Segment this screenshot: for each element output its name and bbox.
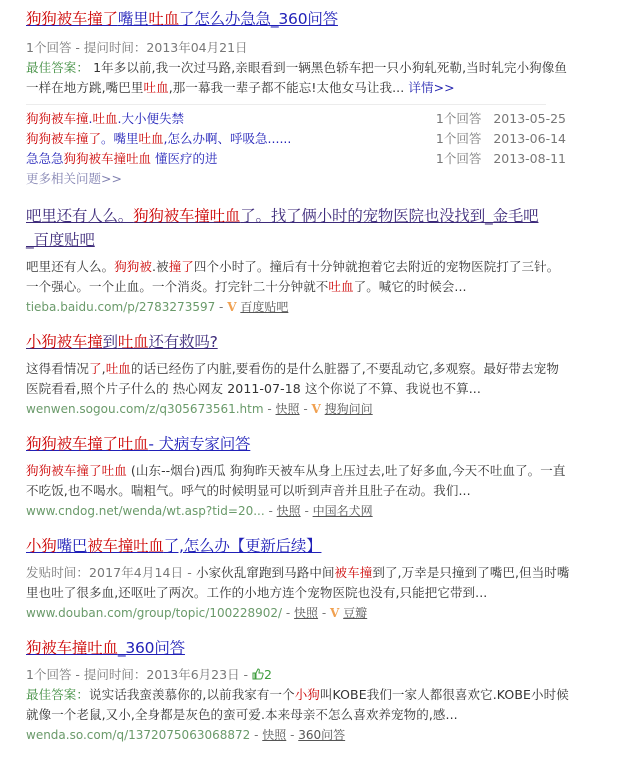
snippet-text: .被	[152, 259, 169, 274]
result-snippet	[26, 257, 571, 297]
result-title-link[interactable]	[26, 537, 321, 555]
result-url: wenwen.sogou.com/z/q305673561.htm	[26, 402, 264, 416]
result-5	[26, 535, 571, 623]
title-text: 到	[102, 333, 118, 351]
source-link[interactable]: 百度贴吧	[240, 300, 289, 314]
snippet-highlight: 撞了	[168, 259, 194, 274]
q-highlight: 狗狗被车撞吐血	[63, 151, 152, 166]
result-title-link[interactable]	[26, 333, 218, 351]
related-question-row[interactable]	[26, 129, 566, 149]
q-highlight: 狗狗被车撞了	[26, 131, 102, 146]
answer-count: 1个回答	[435, 111, 482, 126]
snippet-highlight: 吐血	[105, 361, 131, 376]
title-highlight: 狗狗被车撞了吐血	[26, 435, 149, 453]
like-count: 2	[264, 667, 272, 682]
verified-badge-icon: V	[330, 606, 340, 620]
divider	[26, 104, 546, 105]
separator: -	[282, 606, 295, 620]
separator: -	[318, 606, 331, 620]
post-date: 发贴时间：2017年4月14日 -	[26, 565, 196, 580]
best-answer-label: 最佳答案：	[26, 60, 90, 75]
source-link[interactable]: 搜狗问问	[324, 402, 373, 416]
q-highlight: 狗狗被车撞	[26, 111, 89, 126]
more-related-link[interactable]: 更多相关问题>>	[26, 171, 122, 186]
q-highlight: 吐血	[92, 111, 118, 126]
best-answer	[26, 58, 571, 98]
result-title-link[interactable]	[26, 10, 338, 28]
source-link[interactable]: 360问答	[298, 728, 346, 742]
q-text: 。嘴里	[101, 131, 139, 146]
meta-text: 1个回答 - 提问时间：2013年6月23日 -	[26, 667, 253, 682]
result-title-link[interactable]	[26, 435, 250, 453]
result-url-line	[26, 297, 571, 317]
snippet-text: 这得看情况	[26, 361, 90, 376]
result-url: www.cndog.net/wenda/wt.asp?tid=20...	[26, 504, 265, 518]
result-url: www.douban.com/group/topic/100228902/	[26, 606, 283, 620]
snippet-text: 了。喊它的时候会...	[353, 279, 467, 294]
answer-highlight: 小狗	[294, 687, 320, 702]
related-question-link[interactable]	[26, 149, 218, 169]
result-url-line	[26, 725, 571, 745]
q-text: ,怎么办啊、呼吸急......	[163, 131, 292, 146]
result-url-line	[26, 603, 571, 623]
snippet-text: 小家伙乱窜跑到马路中间	[195, 565, 335, 580]
title-highlight: 被车撞吐血	[87, 537, 164, 555]
result-2	[26, 205, 571, 317]
separator: -	[263, 402, 276, 416]
source-link[interactable]: 中国名犬网	[312, 504, 373, 518]
title-text: _360问答	[117, 639, 185, 657]
related-question-row[interactable]	[26, 109, 566, 129]
related-questions	[26, 109, 571, 189]
title-text: 了怎么办急急_360问答	[179, 10, 338, 28]
snippet-highlight: 狗狗被	[114, 259, 153, 274]
snippet-text: 的话已经伤了内脏,要看伤的是什么脏器了,不要乱动它,多观察。最好带去宠物医院看看,照个片子什么的 热心网友 2011-07-18 这个你说了不算、我说也不算...	[26, 361, 559, 396]
question-date: 2013-06-14	[493, 131, 566, 146]
separator: -	[286, 728, 299, 742]
result-snippet	[26, 359, 571, 399]
q-text: .	[88, 111, 93, 126]
title-highlight: 小狗	[26, 537, 57, 555]
result-title-link[interactable]	[26, 207, 538, 249]
result-meta	[26, 665, 571, 685]
title-text: - 犬病专家问答	[148, 435, 251, 453]
snapshot-link[interactable]: 快照	[275, 402, 300, 416]
q-text: 急急急	[26, 151, 64, 166]
title-text: 还有救吗?	[148, 333, 218, 351]
related-question-row[interactable]	[26, 149, 566, 169]
verified-badge-icon: V	[227, 300, 237, 314]
snapshot-link[interactable]: 快照	[276, 504, 301, 518]
result-4	[26, 433, 571, 521]
title-highlight: 小狗被车撞	[26, 333, 103, 351]
answer-text: ,那一幕我一辈子都不能忘!太他女马让我...	[168, 80, 409, 95]
title-highlight: 吐血	[117, 333, 149, 351]
verified-badge-icon: V	[311, 402, 321, 416]
title-highlight: 吐血	[148, 10, 180, 28]
result-url-line	[26, 399, 571, 419]
title-text: 了。找了俩小时的宠物医院也没找到_金毛吧	[240, 207, 539, 225]
title-highlight: 狗狗被车撞了	[26, 10, 118, 28]
result-url-line	[26, 501, 571, 521]
related-question-link[interactable]	[26, 109, 184, 129]
answer-count: 1个回答	[435, 151, 482, 166]
separator: -	[299, 402, 312, 416]
result-url: wenda.so.com/q/1372075063068872	[26, 728, 251, 742]
result-3	[26, 331, 571, 419]
result-1	[26, 0, 571, 189]
result-url: tieba.baidu.com/p/2783273597	[26, 300, 216, 314]
answer-text: 1年多以前,我一次过马路,亲眼看到一辆黑色轿车把一只小狗轧死勒,当时轧完小狗像鱼一样在地方跳,嘴巴里	[26, 60, 567, 95]
q-text: .大小便失禁	[117, 111, 184, 126]
source-link[interactable]: 豆瓣	[343, 606, 368, 620]
answer-count: 1个回答	[435, 131, 482, 146]
answer-text: 说实话我蛮羡慕你的,以前我家有一个	[89, 687, 295, 702]
separator: -	[264, 504, 277, 518]
title-highlight: 狗被车撞吐血	[26, 639, 118, 657]
best-answer-label: 最佳答案：	[26, 687, 90, 702]
result-meta: 1个回答 - 提问时间：2013年04月21日	[26, 40, 248, 55]
snippet-text: (山东--烟台)西瓜 狗狗昨天被车从身上压过去,吐了好多血,今天不吐血了。一直不吃饭,也不喝水。喘粗气。呼气的时候明显可以听到声音并且肚子在动。我们...	[26, 463, 566, 498]
thumbs-up-icon	[252, 667, 264, 682]
result-6	[26, 637, 571, 745]
related-question-link[interactable]	[26, 129, 291, 149]
question-date: 2013-08-11	[493, 151, 566, 166]
q-text: 懂医疗的进	[151, 151, 218, 166]
answer-highlight: 吐血	[143, 80, 169, 95]
result-snippet	[26, 563, 571, 603]
separator: -	[250, 728, 263, 742]
result-title-link[interactable]	[26, 639, 185, 657]
snippet-text: 四个小时了。撞后有十分钟就抱着它去附近的宠物医院打了三针。一个强心。一个止血。一个消炎。打完针二十分钟就不	[26, 259, 560, 294]
snippet-highlight: 了	[89, 361, 102, 376]
title-text: 吧里还有人么。	[26, 207, 134, 225]
snippet-highlight: 被车撞	[334, 565, 373, 580]
best-answer	[26, 685, 571, 725]
title-text: _百度贴吧	[26, 231, 95, 249]
answer-text: 叫KOBE我们一家人都很喜欢它.KOBE小时候就像一个老鼠,又小,全身都是灰色的蛮可爱.本来母亲不怎么喜欢养宠物的,感...	[26, 687, 569, 722]
snippet-highlight: 吐血	[328, 279, 354, 294]
title-text: 了,怎么办【更新后续】	[163, 537, 322, 555]
separator: -	[300, 504, 313, 518]
snapshot-link[interactable]: 快照	[262, 728, 287, 742]
result-snippet	[26, 461, 571, 501]
snippet-text: 到了,万幸是只撞到了嘴巴,但当时嘴里也吐了很多血,还呕吐了两次。工作的小地方连个宠物医院也没有,只能把它带到...	[26, 565, 570, 600]
title-text: 嘴里	[117, 10, 149, 28]
title-highlight: 狗狗被车撞吐血	[133, 207, 241, 225]
snippet-text: 吧里还有人么。	[26, 259, 115, 274]
snippet-text: ,	[101, 361, 106, 376]
snapshot-link[interactable]: 快照	[294, 606, 319, 620]
question-date: 2013-05-25	[493, 111, 566, 126]
q-highlight: 吐血	[138, 131, 164, 146]
title-text: 嘴巴	[56, 537, 88, 555]
snippet-highlight: 狗狗被车撞了吐血	[26, 463, 127, 478]
separator: -	[215, 300, 228, 314]
detail-link[interactable]: 详情>>	[408, 80, 455, 95]
